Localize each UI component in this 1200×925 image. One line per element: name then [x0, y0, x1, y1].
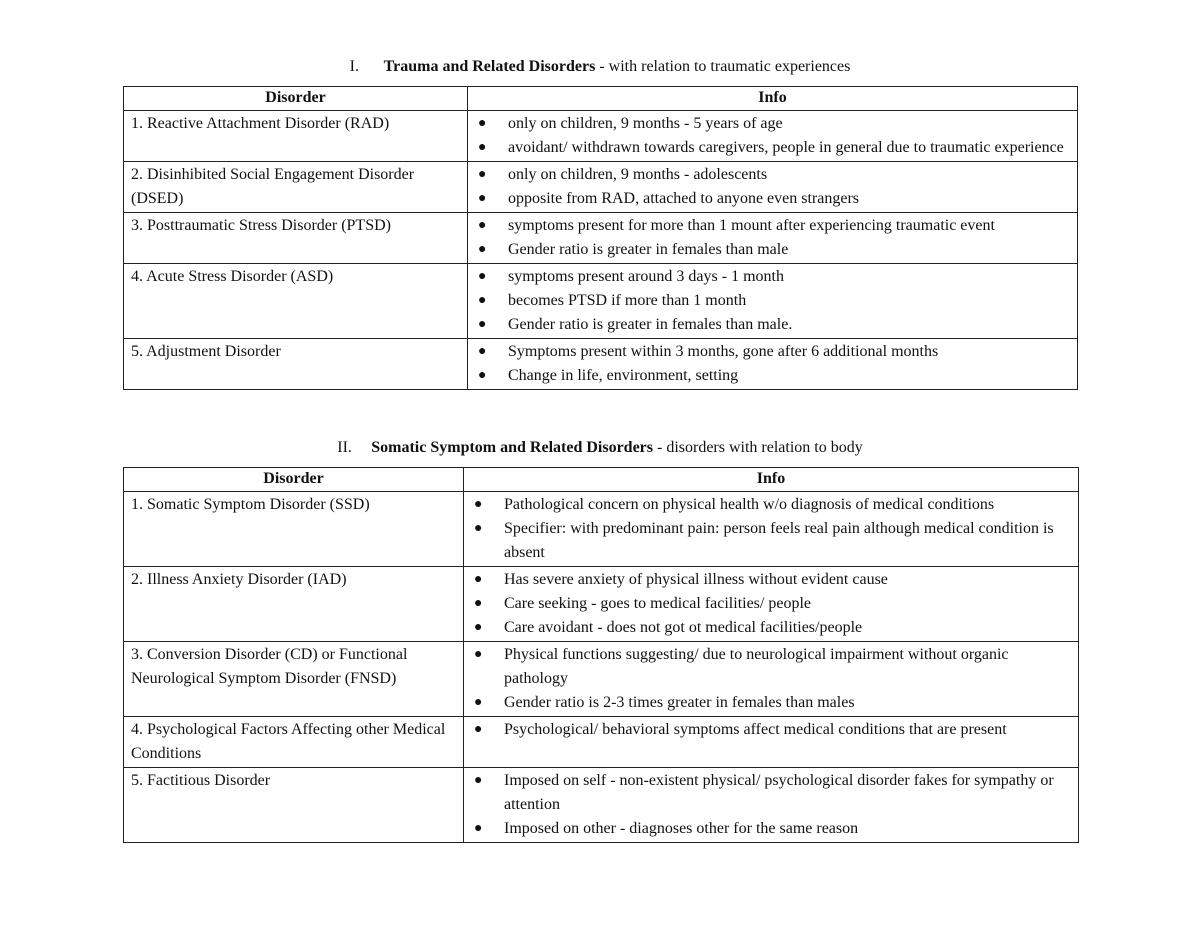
- bullet-icon: ●: [478, 167, 487, 182]
- bullet-text: symptoms present around 3 days - 1 month: [508, 268, 784, 285]
- disorder-cell: 1. Reactive Attachment Disorder (RAD): [124, 111, 468, 162]
- table-row: [124, 162, 1078, 213]
- info-cell: [464, 567, 1079, 642]
- info-bullet: [464, 616, 1072, 640]
- info-bullet: [468, 313, 1071, 337]
- disorder-cell: 2. Illness Anxiety Disorder (IAD): [124, 567, 464, 642]
- bullet-text: Gender ratio is greater in females than male.: [508, 316, 793, 333]
- info-bullet: [464, 817, 1072, 841]
- info-bullet: [464, 769, 1072, 817]
- disorder-cell: 5. Factitious Disorder: [124, 768, 464, 843]
- table-row: [124, 264, 1078, 339]
- disorder-cell: 1. Somatic Symptom Disorder (SSD): [124, 492, 464, 567]
- bullet-text: Gender ratio is 2-3 times greater in females than males: [504, 694, 855, 711]
- section-subtitle: - disorders with relation to body: [653, 439, 863, 456]
- bullet-text: Has severe anxiety of physical illness without evident cause: [504, 571, 888, 588]
- section-subtitle: - with relation to traumatic experiences: [595, 58, 851, 75]
- somatic-disorders-table: [123, 467, 1079, 843]
- bullet-icon: ●: [474, 695, 483, 710]
- info-cell: [468, 111, 1078, 162]
- info-bullet: [464, 643, 1072, 691]
- info-bullet: [464, 592, 1072, 616]
- section-title-trauma: [0, 57, 1200, 77]
- section-heading: Somatic Symptom and Related Disorders: [371, 439, 653, 456]
- info-bullet: [468, 340, 1071, 364]
- bullet-text: only on children, 9 months - adolescents: [508, 166, 768, 183]
- trauma-disorders-table: [123, 86, 1078, 390]
- info-bullet: [464, 691, 1072, 715]
- table-row: [124, 717, 1079, 768]
- info-bullet: [468, 187, 1071, 211]
- section-numeral: II.: [337, 439, 352, 456]
- info-bullet: [468, 265, 1071, 289]
- info-bullet: [468, 364, 1071, 388]
- bullet-icon: ●: [478, 116, 487, 131]
- bullet-icon: ●: [474, 596, 483, 611]
- bullet-icon: ●: [478, 344, 487, 359]
- disorder-cell: 3. Posttraumatic Stress Disorder (PTSD): [124, 213, 468, 264]
- bullet-text: Gender ratio is greater in females than male: [508, 241, 789, 258]
- column-header-info: Info: [464, 468, 1079, 492]
- bullet-text: opposite from RAD, attached to anyone even strangers: [508, 190, 860, 207]
- table-row: [124, 642, 1079, 717]
- info-cell: [468, 339, 1078, 390]
- info-cell: [464, 768, 1079, 843]
- bullet-icon: ●: [474, 521, 483, 536]
- section-numeral: I.: [349, 58, 359, 75]
- bullet-icon: ●: [478, 293, 487, 308]
- info-cell: [464, 492, 1079, 567]
- info-bullet: [468, 136, 1071, 160]
- info-bullet: [464, 718, 1072, 742]
- bullet-icon: ●: [478, 242, 487, 257]
- bullet-text: Psychological/ behavioral symptoms affect medical conditions that are present: [504, 721, 1007, 738]
- disorder-cell: 4. Psychological Factors Affecting other Medical Conditions: [124, 717, 464, 768]
- bullet-text: Pathological concern on physical health w/o diagnosis of medical conditions: [504, 496, 995, 513]
- column-header-disorder: Disorder: [124, 87, 468, 111]
- bullet-text: Imposed on other - diagnoses other for the same reason: [504, 820, 859, 837]
- bullet-icon: ●: [478, 191, 487, 206]
- info-cell: [464, 717, 1079, 768]
- info-cell: [468, 162, 1078, 213]
- info-bullet: [468, 163, 1071, 187]
- info-cell: [468, 213, 1078, 264]
- info-bullet: [468, 112, 1071, 136]
- bullet-text: Specifier: with predominant pain: person feels real pain although medical condition is absent: [504, 520, 1054, 561]
- info-bullet: [464, 517, 1072, 565]
- bullet-text: Care avoidant - does not got ot medical facilities/people: [504, 619, 863, 636]
- bullet-icon: ●: [474, 572, 483, 587]
- bullet-icon: ●: [478, 368, 487, 383]
- bullet-icon: ●: [478, 218, 487, 233]
- bullet-icon: ●: [474, 497, 483, 512]
- section-title-somatic: [0, 438, 1200, 458]
- disorder-cell: 5. Adjustment Disorder: [124, 339, 468, 390]
- info-bullet: [464, 493, 1072, 517]
- table-row: [124, 567, 1079, 642]
- bullet-icon: ●: [474, 821, 483, 836]
- table-row: [124, 492, 1079, 567]
- bullet-icon: ●: [478, 317, 487, 332]
- bullet-icon: ●: [474, 620, 483, 635]
- disorder-cell: 2. Disinhibited Social Engagement Disorder (DSED): [124, 162, 468, 213]
- table-row: [124, 213, 1078, 264]
- bullet-text: Imposed on self - non-existent physical/ psychological disorder fakes for sympathy or attention: [504, 772, 1054, 813]
- bullet-icon: ●: [474, 773, 483, 788]
- table-header-row: [124, 87, 1078, 111]
- bullet-icon: ●: [478, 269, 487, 284]
- bullet-icon: ●: [478, 140, 487, 155]
- bullet-text: avoidant/ withdrawn towards caregivers, people in general due to traumatic experience: [508, 139, 1064, 156]
- table-row: [124, 768, 1079, 843]
- bullet-text: Change in life, environment, setting: [508, 367, 739, 384]
- info-bullet: [468, 238, 1071, 262]
- bullet-text: Physical functions suggesting/ due to neurological impairment without organic pathology: [504, 646, 1009, 687]
- column-header-info: Info: [468, 87, 1078, 111]
- table-header-row: [124, 468, 1079, 492]
- info-cell: [468, 264, 1078, 339]
- bullet-text: only on children, 9 months - 5 years of age: [508, 115, 783, 132]
- bullet-text: Care seeking - goes to medical facilities/ people: [504, 595, 811, 612]
- info-bullet: [468, 289, 1071, 313]
- info-cell: [464, 642, 1079, 717]
- table-row: [124, 111, 1078, 162]
- disorder-cell: 4. Acute Stress Disorder (ASD): [124, 264, 468, 339]
- info-bullet: [468, 214, 1071, 238]
- table-row: [124, 339, 1078, 390]
- bullet-text: symptoms present for more than 1 mount after experiencing traumatic event: [508, 217, 995, 234]
- column-header-disorder: Disorder: [124, 468, 464, 492]
- bullet-icon: ●: [474, 647, 483, 662]
- disorder-cell: 3. Conversion Disorder (CD) or Functional Neurological Symptom Disorder (FNSD): [124, 642, 464, 717]
- section-heading: Trauma and Related Disorders: [383, 58, 596, 75]
- bullet-text: becomes PTSD if more than 1 month: [508, 292, 747, 309]
- info-bullet: [464, 568, 1072, 592]
- bullet-icon: ●: [474, 722, 483, 737]
- bullet-text: Symptoms present within 3 months, gone after 6 additional months: [508, 343, 939, 360]
